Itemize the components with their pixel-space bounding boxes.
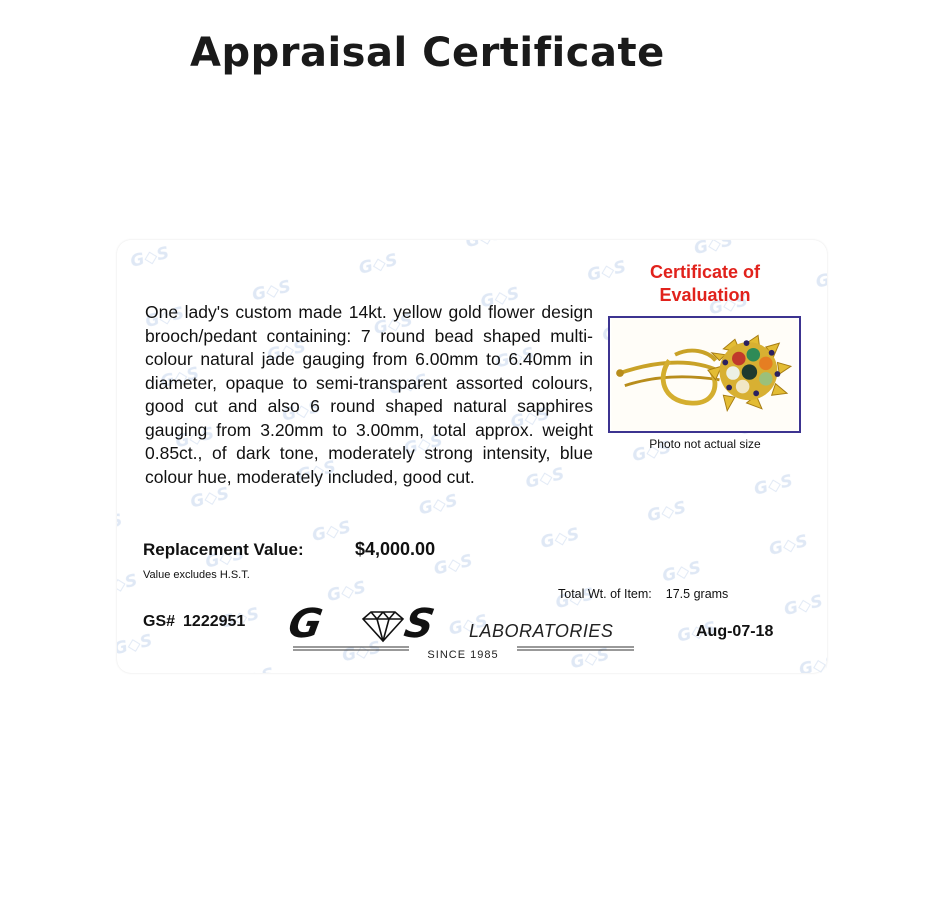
item-photo (608, 316, 801, 433)
logo-letter-g: G (284, 600, 326, 647)
replacement-value-label: Replacement Value: (143, 540, 304, 559)
certificate-title-line1: Certificate of (649, 262, 761, 282)
gs-number-value: 1222951 (183, 613, 246, 630)
brooch-image (610, 318, 799, 431)
total-weight (558, 587, 728, 601)
certificate-date: Aug-07-18 (696, 623, 774, 640)
certificate-title (605, 261, 805, 307)
page-title: Appraisal Certificate (190, 30, 665, 76)
logo-letter-s: S (400, 600, 438, 647)
value-note: Value excludes H.S.T. (143, 569, 250, 581)
gs-number (143, 613, 245, 631)
photo-caption: Photo not actual size (649, 437, 761, 451)
replacement-value: $4,000.00 (355, 539, 436, 559)
logo-laboratories: LABORATORIES (469, 621, 614, 641)
gs-number-label: GS# (143, 613, 176, 630)
logo-since: SINCE 1985 (427, 649, 499, 661)
certificate-card (117, 240, 827, 673)
gs-laboratories-logo (284, 600, 636, 661)
diamond-icon (363, 612, 403, 641)
item-description: One lady's custom made 14kt. yellow gold flower design brooch/pedant containing: 7 round bead shaped multi-colour natural jade gauging from 6.00mm to 6.40mm in diameter, opaque to semi-transparent assorted colours, good cut and also 6 round shaped natural sapphires gauging from 3.20mm to 3.00mm, total approx. weight 0.85ct., of dark tone, moderately strong intensity, blue colour hue, moderately included, good cut. (145, 302, 593, 487)
certificate-title-line2: Evaluation (659, 285, 751, 305)
total-weight-value: 17.5 grams (665, 587, 729, 601)
total-weight-label: Total Wt. of Item: (558, 587, 652, 601)
